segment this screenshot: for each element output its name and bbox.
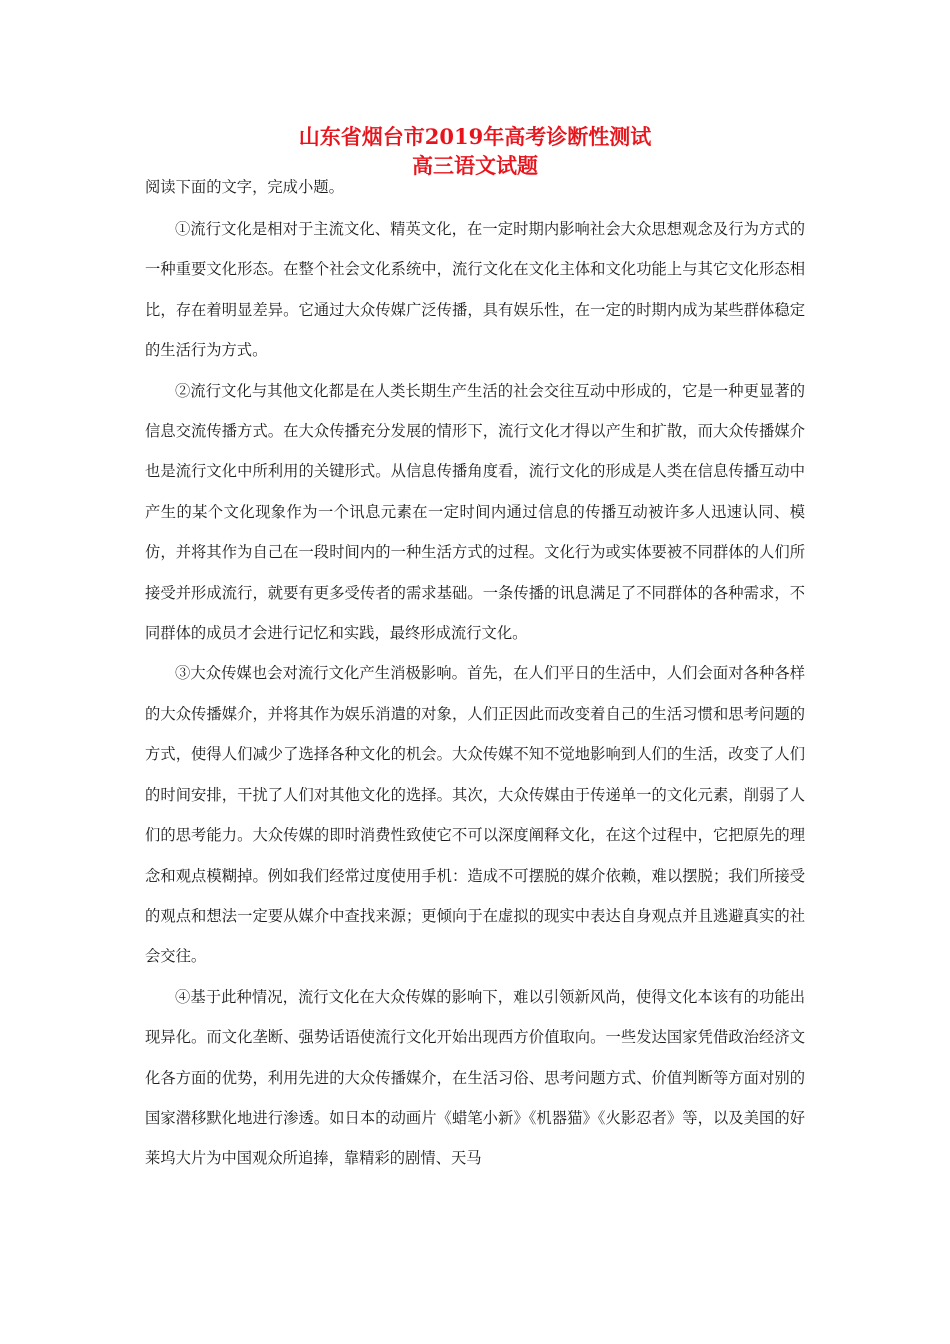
paragraph-2: ②流行文化与其他文化都是在人类长期生产生活的社会交往互动中形成的，它是一种更显著的信息交流传播方式。在大众传播充分发展的情形下，流行文化才得以产生和扩散，而大众传播媒介也是流行文化中所利用的关键形式。从信息传播角度看，流行文化的形成是人类在信息传播互动中产生的某个文化现象作为一个讯息元素在一定时间内通过信息的传播互动被许多人迅速认同、模仿，并将其作为自己在一段时间内的一种生活方式的过程。文化行为或实体要被不同群体的人们所接受并形成流行，就要有更多受传者的需求基础。一条传播的讯息满足了不同群体的各种需求，不同群体的成员才会进行记忆和实践，最终形成流行文化。 [145,381,805,643]
title-line-exam: 山东省烟台市2019年高考诊断性测试 [298,124,652,149]
reading-passage [145,175,805,1179]
document-title [145,122,805,180]
title-line-subject: 高三语文试题 [412,153,538,178]
paragraph-3: ③大众传媒也会对流行文化产生消极影响。首先，在人们平日的生活中，人们会面对各种各样的大众传播媒介，并将其作为娱乐消遣的对象，人们正因此而改变着自己的生活习惯和思考问题的方式，使得人们减少了选择各种文化的机会。大众传媒不知不觉地影响到人们的生活，改变了人们的时间安排，干扰了人们对其他文化的选择。其次，大众传媒由于传递单一的文化元素，削弱了人们的思考能力。大众传媒的即时消费性致使它不可以深度阐释文化，在这个过程中，它把原先的理念和观点模糊掉。例如我们经常过度使用手机：造成不可摆脱的媒介依赖，难以摆脱；我们所接受的观点和想法一定要从媒介中查找来源；更倾向于在虚拟的现实中表达自身观点并且逃避真实的社会交往。 [145,664,805,966]
paragraph-4: ④基于此种情况，流行文化在大众传媒的影响下，难以引领新风尚，使得文化本该有的功能出现异化。而文化垄断、强势话语使流行文化开始出现西方价值取向。一些发达国家凭借政治经济文化各方面的优势，利用先进的大众传播媒介，在生活习俗、思考问题方式、价值判断等方面对别的国家潜移默化地进行渗透。如日本的动画片《蜡笔小新》《机器猫》《火影忍者》等，以及美国的好莱坞大片为中国观众所追捧，靠精彩的剧情、天马 [145,987,805,1168]
instruction-text: 阅读下面的文字，完成小题。 [145,178,344,196]
paragraph-1: ①流行文化是相对于主流文化、精英文化，在一定时期内影响社会大众思想观念及行为方式的一种重要文化形态。在整个社会文化系统中，流行文化在文化主体和文化功能上与其它文化形态相比，存在着明显差异。它通过大众传媒广泛传播，具有娱乐性，在一定的时期内成为某些群体稳定的生活行为方式。 [145,220,805,360]
